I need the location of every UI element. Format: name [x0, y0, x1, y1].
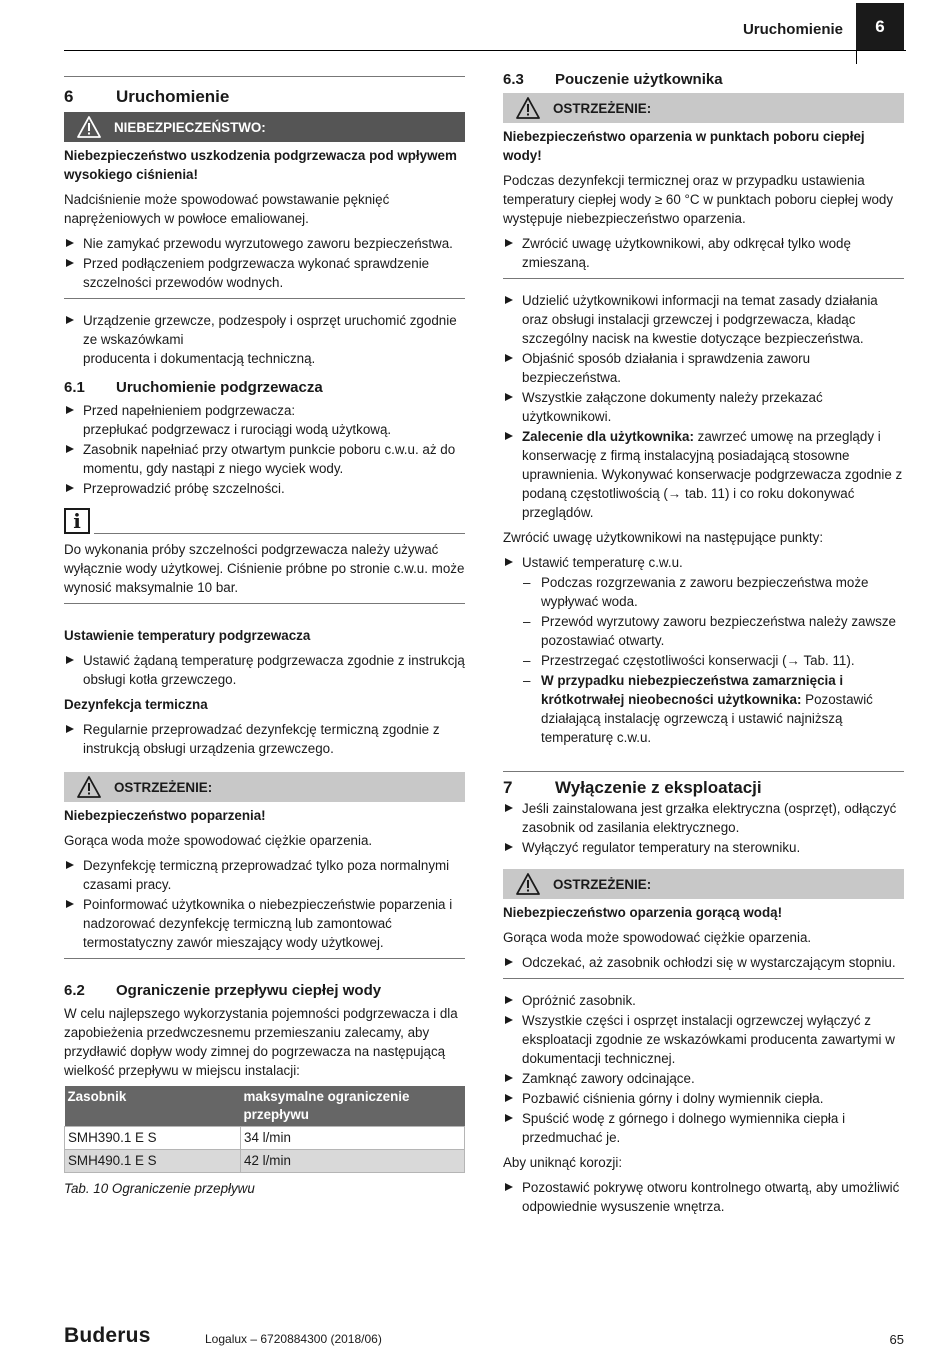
section-rule	[64, 76, 465, 77]
danger-bar	[64, 112, 465, 142]
table-cell: 34 l/min	[241, 1127, 465, 1150]
running-header-title: Uruchomienie	[742, 21, 843, 38]
dash-item: – Podczas rozgrzewania z zaworu bezpieczeństwa może wypływać woda.	[503, 573, 904, 611]
buderus-logo: Buderus	[64, 1324, 151, 1347]
footer-document-id: Logalux – 6720884300 (2018/06)	[205, 1332, 382, 1346]
section-6-2-text: W celu najlepszego wykorzystania pojemności podgrzewacza i dla zapobieżenia przedwczesnemu przemieszaniu zalecamy, aby przydławić dopływ wody zimnej do pogrzewacza na następującą wielkość przepływu w miejscu instalacji:	[64, 1006, 458, 1078]
list-item: Objaśnić sposób działania i sprawdzenia zaworu bezpieczeństwa.	[503, 349, 904, 387]
disinfection-heading: Dezynfekcja termiczna	[64, 697, 208, 712]
frost-text: Pozostawić działającą instalację ogrzewczą i ustawić najniższą temperaturę c.w.u.	[541, 692, 873, 745]
list-item-line: Przed napełnieniem podgrzewacza:	[83, 403, 296, 418]
caution-list	[64, 856, 465, 952]
section-6-1-heading	[64, 378, 465, 397]
note-end-rule	[64, 603, 465, 604]
list-item: Ustawić żądaną temperaturę podgrzewacza zgodnie z instrukcją obsługi kotła grzewczego.	[64, 651, 465, 689]
warning-end-rule	[64, 298, 465, 299]
caution-text: Podczas dezynfekcji termicznej oraz w przypadku ustawienia temperatury ciepłej wody ≥ 60 °C w punktach poboru ciepłej wody występuje niebezpieczeństwo oparzenia.	[503, 173, 894, 226]
warning-end-rule	[64, 958, 465, 959]
caution-bar	[503, 869, 904, 899]
section-title: Uruchomienie	[116, 87, 230, 106]
warning-triangle-icon	[503, 869, 553, 899]
recommendation-text: zawrzeć umowę na przeglądy i konserwację z firmą instalacyjną posiadającą stosowne uprawnienia. Wykonywać konserwacje podgrzewacza zgodnie z podaną częstotliwością (→ tab. 11) i co roku dokonywać przeglądów.	[522, 429, 903, 520]
caution-headline: Niebezpieczeństwo oparzenia gorącą wodą!	[503, 905, 783, 920]
list-item: Ustawić temperaturę c.w.u.	[503, 553, 904, 572]
caution-label: OSTRZEŻENIE:	[114, 779, 213, 795]
section-title: Wyłączenie z eksploatacji	[555, 778, 762, 797]
corrosion-intro: Aby uniknąć korozji:	[503, 1155, 623, 1170]
table-header-cell: Zasobnik	[65, 1086, 241, 1127]
section-number: 7	[503, 778, 513, 797]
warning-end-rule	[503, 278, 904, 279]
right-column	[503, 64, 904, 1222]
table-cell: 42 l/min	[241, 1150, 465, 1173]
table-header-cell: maksymalne ograniczenie przepływu	[241, 1086, 465, 1127]
list-item: Regularnie przeprowadzać dezynfekcję termiczną zgodnie z instrukcją obsługi urządzenia grzewczego.	[64, 720, 465, 758]
warning-triangle-icon	[64, 772, 114, 802]
table-cell: SMH490.1 E S	[65, 1150, 241, 1173]
section-6-1-list	[64, 401, 465, 498]
warning-triangle-icon	[64, 112, 114, 142]
section-number: 6.1	[64, 379, 85, 396]
danger-headline: Niebezpieczeństwo uszkodzenia podgrzewacza pod wpływem wysokiego ciśnienia!	[64, 148, 457, 182]
section-number: 6.3	[503, 71, 524, 88]
drain-list	[503, 991, 904, 1147]
list-item: Nie zamykać przewodu wyrzutowego zaworu bezpieczeństwa.	[64, 234, 465, 253]
temperature-heading: Ustawienie temperatury podgrzewacza	[64, 628, 311, 643]
dash-item: – Przestrzegać częstotliwości konserwacji (→ Tab. 11).	[503, 651, 904, 670]
list-item: Dezynfekcję termiczną przeprowadzać tylko poza normalnymi czasami pracy.	[64, 856, 465, 894]
list-item	[503, 427, 904, 522]
list-item-line: Urządzenie grzewcze, podzespoły i osprzęt uruchomić zgodnie ze wskazówkami	[83, 313, 457, 347]
section-6-heading	[64, 87, 465, 106]
caution-headline: Niebezpieczeństwo poparzenia!	[64, 808, 266, 823]
page-number: 65	[889, 1332, 904, 1347]
section-number: 6.2	[64, 982, 85, 999]
caution-list	[503, 234, 904, 272]
frost-label: W przypadku niebezpieczeństwa zamarznięcia i krótkotrwałej nieobecności użytkownika:	[541, 673, 844, 707]
list-item: Przed podłączeniem podgrzewacza wykonać sprawdzenie szczelności przewodów wodnych.	[64, 254, 465, 292]
startup-list	[64, 311, 465, 368]
list-item: Odczekać, aż zasobnik ochłodzi się w wystarczającym stopniu.	[503, 953, 904, 972]
list-item: Wszystkie załączone dokumenty należy przekazać użytkownikowi.	[503, 388, 904, 426]
section-title: Uruchomienie podgrzewacza	[116, 379, 323, 396]
warning-end-rule	[503, 978, 904, 979]
list-item-line: producenta i dokumentacją techniczną.	[83, 351, 316, 366]
list-item: Poinformować użytkownika o niebezpieczeństwie poparzenia i nadzorować dezynfekcję termiczną lub zamontować termostatyczny zawór mieszający wody użytkowej.	[64, 895, 465, 952]
disinfection-list	[64, 720, 465, 758]
table-caption: Tab. 10 Ograniczenie przepływu	[64, 1181, 255, 1196]
table-cell: SMH390.1 E S	[65, 1127, 241, 1150]
section-title: Pouczenie użytkownika	[555, 71, 723, 88]
info-icon: i	[64, 508, 90, 534]
caution-bar	[503, 93, 904, 123]
list-item: Spuścić wodę z górnego i dolnego wymiennika ciepła i przedmuchać je.	[503, 1109, 904, 1147]
note-rule	[94, 533, 465, 534]
note-header	[64, 508, 465, 534]
list-item	[64, 401, 465, 439]
section-6-2-heading	[64, 981, 465, 1000]
table-row	[65, 1150, 465, 1173]
list-item: Zamknąć zawory odcinające.	[503, 1069, 904, 1088]
header-tick	[856, 50, 857, 64]
section-rule	[503, 771, 904, 772]
warning-triangle-icon	[503, 93, 553, 123]
section-number: 6	[64, 87, 74, 106]
section-6-3-heading	[503, 70, 904, 89]
points-list	[503, 553, 904, 572]
decommission-list	[503, 799, 904, 857]
note-text: Do wykonania próby szczelności podgrzewacza należy używać wyłącznie wody użytkowej. Ciśnienie próbne po stronie c.w.u. może wynosić maksymalnie 10 bar.	[64, 542, 465, 595]
chapter-tab: 6	[856, 3, 904, 50]
danger-text: Nadciśnienie może spowodować powstawanie pęknięć naprężeniowych w powłoce emaliowanej.	[64, 192, 390, 226]
dash-item: – Przewód wyrzutowy zaworu bezpieczeństwa należy zawsze pozostawiać otwarty.	[503, 612, 904, 650]
flow-limit-table	[64, 1086, 465, 1173]
section-title: Ograniczenie przepływu ciepłej wody	[116, 982, 382, 999]
danger-list	[64, 234, 465, 292]
instruction-list	[503, 291, 904, 522]
list-item: Pozbawić ciśnienia górny i dolny wymiennik ciepła.	[503, 1089, 904, 1108]
caution-headline: Niebezpieczeństwo oparzenia w punktach poboru ciepłej wody!	[503, 129, 865, 163]
caution-text: Gorąca woda może spowodować ciężkie oparzenia.	[503, 930, 812, 945]
list-item-line: przepłukać podgrzewacz i rurociągi wodą użytkową.	[83, 422, 392, 437]
list-item: Przeprowadzić próbę szczelności.	[64, 479, 465, 498]
recommendation-label: Zalecenie dla użytkownika:	[522, 429, 694, 444]
points-intro: Zwrócić uwagę użytkownikowi na następujące punkty:	[503, 530, 824, 545]
list-item: Zasobnik napełniać przy otwartym punkcie poboru c.w.u. aż do momentu, gdy nastąpi z niego wyciek wody.	[64, 440, 465, 478]
danger-label: NIEBEZPIECZEŃSTWO:	[114, 119, 266, 135]
corrosion-list	[503, 1178, 904, 1216]
list-item: Wszystkie części i osprzęt instalacji ogrzewczej wyłączyć z eksploatacji zgodnie ze wskazówkami producenta zawartymi w dokumentacji technicznej.	[503, 1011, 904, 1068]
list-item: Wyłączyć regulator temperatury na sterowniku.	[503, 838, 904, 857]
caution-list	[503, 953, 904, 972]
caution-text: Gorąca woda może spowodować ciężkie oparzenia.	[64, 833, 373, 848]
caution-label: OSTRZEŻENIE:	[553, 876, 652, 892]
caution-bar	[64, 772, 465, 802]
header-rule	[64, 50, 906, 51]
list-item: Pozostawić pokrywę otworu kontrolnego otwartą, aby umożliwić odpowiednie wysuszenie wnętrza.	[503, 1178, 904, 1216]
list-item	[64, 311, 465, 368]
table-row	[65, 1127, 465, 1150]
dash-item	[503, 671, 904, 747]
left-column	[64, 64, 465, 1198]
caution-label: OSTRZEŻENIE:	[553, 100, 652, 116]
section-7-heading	[503, 778, 904, 797]
list-item: Udzielić użytkownikowi informacji na temat zasady działania oraz obsługi instalacji grzewczej i podgrzewacza, kładąc szczególny nacisk na kwestie dotyczące bezpieczeństwa.	[503, 291, 904, 348]
table-header-row	[65, 1086, 465, 1127]
dash-list	[503, 573, 904, 747]
temperature-list	[64, 651, 465, 689]
list-item: Opróżnić zasobnik.	[503, 991, 904, 1010]
list-item: Jeśli zainstalowana jest grzałka elektryczna (osprzęt), odłączyć zasobnik od zasilania elektrycznego.	[503, 799, 904, 837]
list-item: Zwrócić uwagę użytkownikowi, aby odkręcał tylko wodę zmieszaną.	[503, 234, 904, 272]
